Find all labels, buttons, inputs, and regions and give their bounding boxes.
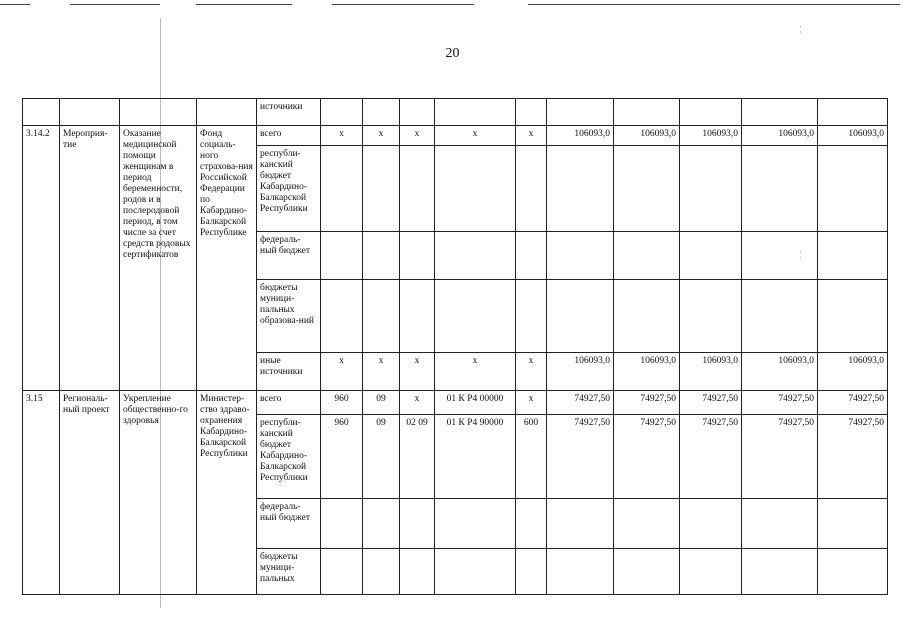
- item-type: Мероприя-тие: [60, 126, 120, 391]
- value-cell: [547, 549, 614, 595]
- vr-cell: х: [516, 391, 547, 415]
- source-cell: федераль-ный бюджет: [257, 499, 321, 549]
- value-cell: [818, 499, 888, 549]
- table-row: [23, 126, 888, 146]
- value-cell: [614, 232, 680, 280]
- csr-cell: [435, 146, 516, 232]
- value-cell: [742, 280, 818, 353]
- value-cell: 106093,0: [614, 126, 680, 146]
- item-code: 3.14.2: [23, 126, 60, 391]
- grbs-cell: [321, 232, 363, 280]
- value-cell: [614, 280, 680, 353]
- value-cell: 74927,50: [742, 415, 818, 499]
- value-cell: [680, 499, 742, 549]
- item-name: Оказание медицинской помощи женщинам в период беременности, родов и в послеродовой период, в том числе за счет средств родовых сертификатов: [120, 126, 197, 391]
- source-cell: бюджеты муници-пальных образова-ний: [257, 280, 321, 353]
- pr-cell: [400, 146, 435, 232]
- rz-cell: [363, 499, 400, 549]
- value-cell: 74927,50: [680, 415, 742, 499]
- table-row: [23, 99, 888, 126]
- csr-cell: х: [435, 126, 516, 146]
- rz-cell: х: [363, 126, 400, 146]
- value-cell: 74927,50: [680, 391, 742, 415]
- vr-cell: 600: [516, 415, 547, 499]
- grbs-cell: х: [321, 353, 363, 391]
- value-cell: 74927,50: [547, 391, 614, 415]
- scan-artifact-mark: ¦: [800, 250, 802, 259]
- vr-cell: [516, 232, 547, 280]
- grbs-cell: [321, 499, 363, 549]
- pr-cell: [400, 280, 435, 353]
- value-cell: [742, 232, 818, 280]
- source-cell: источники: [257, 99, 321, 126]
- rz-cell: [363, 146, 400, 232]
- value-cell: [818, 549, 888, 595]
- csr-cell: х: [435, 353, 516, 391]
- value-cell: [818, 280, 888, 353]
- value-cell: [742, 499, 818, 549]
- value-cell: [547, 232, 614, 280]
- value-cell: 74927,50: [742, 391, 818, 415]
- value-cell: 106093,0: [742, 126, 818, 146]
- vr-cell: [516, 549, 547, 595]
- vr-cell: х: [516, 126, 547, 146]
- grbs-cell: [321, 146, 363, 232]
- value-cell: 106093,0: [614, 353, 680, 391]
- value-cell: [547, 499, 614, 549]
- source-cell: федераль-ный бюджет: [257, 232, 321, 280]
- grbs-cell: [321, 280, 363, 353]
- value-cell: 106093,0: [818, 126, 888, 146]
- grbs-cell: 960: [321, 415, 363, 499]
- value-cell: [614, 549, 680, 595]
- rz-cell: [363, 280, 400, 353]
- source-cell: всего: [257, 391, 321, 415]
- value-cell: [680, 232, 742, 280]
- csr-cell: [435, 280, 516, 353]
- value-cell: [680, 549, 742, 595]
- scan-artifact-mark: ¦: [800, 24, 802, 33]
- value-cell: [680, 146, 742, 232]
- value-cell: [818, 232, 888, 280]
- value-cell: 106093,0: [818, 353, 888, 391]
- vr-cell: х: [516, 353, 547, 391]
- rz-cell: 09: [363, 391, 400, 415]
- value-cell: [818, 146, 888, 232]
- rz-cell: [363, 549, 400, 595]
- csr-cell: 01 К Р4 90000: [435, 415, 516, 499]
- item-executor: Фонд социаль-ного страхова-ния Российской Федерации по Кабардино-Балкарской Республике: [197, 126, 257, 391]
- csr-cell: [435, 499, 516, 549]
- value-cell: 106093,0: [680, 126, 742, 146]
- vr-cell: [516, 499, 547, 549]
- value-cell: [742, 549, 818, 595]
- pr-cell: 02 09: [400, 415, 435, 499]
- value-cell: [547, 280, 614, 353]
- source-cell: всего: [257, 126, 321, 146]
- source-cell: республи-канский бюджет Кабардино-Балкарской Республики: [257, 415, 321, 499]
- table-row: [23, 391, 888, 415]
- pr-cell: [400, 499, 435, 549]
- pr-cell: [400, 232, 435, 280]
- csr-cell: [435, 549, 516, 595]
- value-cell: 74927,50: [614, 391, 680, 415]
- budget-table: [22, 98, 888, 595]
- value-cell: 106093,0: [547, 126, 614, 146]
- csr-cell: [435, 232, 516, 280]
- value-cell: [614, 146, 680, 232]
- vr-cell: [516, 280, 547, 353]
- value-cell: 106093,0: [547, 353, 614, 391]
- item-code: 3.15: [23, 391, 60, 595]
- item-name: Укрепление общественно-го здоровья: [120, 391, 197, 595]
- value-cell: [742, 146, 818, 232]
- value-cell: 106093,0: [742, 353, 818, 391]
- pr-cell: х: [400, 391, 435, 415]
- grbs-cell: х: [321, 126, 363, 146]
- rz-cell: х: [363, 353, 400, 391]
- value-cell: 74927,50: [818, 415, 888, 499]
- rz-cell: [363, 232, 400, 280]
- value-cell: [547, 146, 614, 232]
- source-cell: бюджеты муници-пальных: [257, 549, 321, 595]
- csr-cell: 01 К Р4 00000: [435, 391, 516, 415]
- item-type: Региональ-ный проект: [60, 391, 120, 595]
- pr-cell: х: [400, 126, 435, 146]
- item-executor: Министер-ство здраво-охранения Кабардино-Балкарской Республики: [197, 391, 257, 595]
- pr-cell: х: [400, 353, 435, 391]
- rz-cell: 09: [363, 415, 400, 499]
- value-cell: [680, 280, 742, 353]
- value-cell: 74927,50: [818, 391, 888, 415]
- value-cell: 106093,0: [680, 353, 742, 391]
- grbs-cell: [321, 549, 363, 595]
- value-cell: [614, 499, 680, 549]
- grbs-cell: 960: [321, 391, 363, 415]
- value-cell: 74927,50: [614, 415, 680, 499]
- vr-cell: [516, 146, 547, 232]
- page-number: 20: [445, 46, 460, 61]
- source-cell: республи-канский бюджет Кабардино-Балкарской Республики: [257, 146, 321, 232]
- source-cell: иные источники: [257, 353, 321, 391]
- pr-cell: [400, 549, 435, 595]
- value-cell: 74927,50: [547, 415, 614, 499]
